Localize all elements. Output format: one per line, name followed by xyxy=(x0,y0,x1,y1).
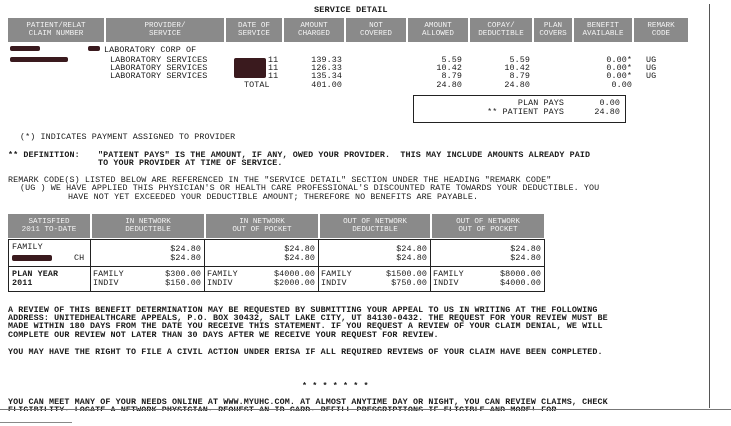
benefit-available: 0.00* xyxy=(606,55,632,65)
amount-allowed: 5.59 xyxy=(441,55,462,65)
remark-ug-line-2: HAVE NOT YET EXCEEDED YOUR DEDUCTIBLE AMOUNT; THEREFORE NO BENEFITS ARE PAYABLE. xyxy=(68,192,479,202)
accum-header-out-network-deductible: OUT OF NETWORK DEDUCTIBLE xyxy=(320,214,430,238)
header-not-covered: NOT COVERED xyxy=(346,18,406,42)
header-plan-covers: PLAN COVERS xyxy=(534,18,572,42)
total-charged: 401.00 xyxy=(311,80,342,90)
copay-deductible: 10.42 xyxy=(504,63,530,73)
benefit-available: 0.00* xyxy=(606,71,632,81)
header-remark-code: REMARK CODE xyxy=(634,18,688,42)
accum-family-value: $24.80 xyxy=(510,244,541,254)
page-corner-edge xyxy=(0,422,72,423)
accum-family-value: $24.80 xyxy=(170,244,201,254)
plan-family-word: FAMILY xyxy=(93,269,124,279)
remark-code: UG xyxy=(646,71,657,81)
redacted-provider-mark xyxy=(88,46,100,51)
remark-code: UG xyxy=(646,55,657,65)
service-name: LABORATORY SERVICES xyxy=(110,55,208,65)
appeal-line-4: COMPLETE OUR REVIEW NOT LATER THAN 30 DAYS AFTER WE RECEIVE YOUR REQUEST FOR REVIEW. xyxy=(8,330,439,340)
plan-indiv-limit: $150.00 xyxy=(165,278,201,288)
service-date: 11 xyxy=(268,55,279,65)
plan-indiv-word: INDIV xyxy=(207,278,233,288)
total-benefit: 0.00 xyxy=(611,80,632,90)
plan-pays-value: 0.00 xyxy=(599,98,620,108)
plan-indiv-word: INDIV xyxy=(433,278,459,288)
appeal-line-2: ADDRESS: UNITEDHEALTHCARE APPEALS, P.O. BOX 30432, SALT LAKE CITY, UT 84130-0432. THE REQUEST FOR YOUR REVIEW MUST BE xyxy=(8,313,608,323)
accum-member-value: $24.80 xyxy=(396,253,427,263)
total-allowed: 24.80 xyxy=(436,80,462,90)
amount-charged: 126.33 xyxy=(311,63,342,73)
benefit-available: 0.00* xyxy=(606,63,632,73)
copay-deductible: 8.79 xyxy=(509,71,530,81)
plan-indiv-limit: $4000.00 xyxy=(499,278,541,288)
accum-family-value: $24.80 xyxy=(284,244,315,254)
appeal-line-3: MADE WITHIN 180 DAYS FROM THE DATE YOU RECEIVE THIS STATEMENT. IF YOU REQUEST A REVIEW OF YOUR CLAIM DENIAL, WE WILL xyxy=(8,321,603,331)
header-benefit-available: BENEFIT AVAILABLE xyxy=(574,18,632,42)
accum-family-value: $24.80 xyxy=(396,244,427,254)
plan-indiv-word: INDIV xyxy=(321,278,347,288)
amount-allowed: 10.42 xyxy=(436,63,462,73)
accum-member-value: $24.80 xyxy=(284,253,315,263)
plan-pays-label: PLAN PAYS xyxy=(517,98,564,108)
plan-family-limit: $300.00 xyxy=(165,269,201,279)
header-copay-deductible: COPAY/ DEDUCTIBLE xyxy=(470,18,532,42)
redacted-patient-name xyxy=(10,46,40,51)
plan-year-value: 2011 xyxy=(12,278,33,288)
definition-line-1: "PATIENT PAYS" IS THE AMOUNT, IF ANY, OWED YOUR PROVIDER. THIS MAY INCLUDE AMOUNTS ALREADY PAID xyxy=(98,150,591,160)
copay-deductible: 5.59 xyxy=(509,55,530,65)
page-edge xyxy=(709,4,710,408)
header-amount-charged: AMOUNT CHARGED xyxy=(284,18,344,42)
service-name: LABORATORY SERVICES xyxy=(110,71,208,81)
page-title: SERVICE DETAIL xyxy=(314,5,388,15)
amount-charged: 139.33 xyxy=(311,55,342,65)
online-line-1: YOU CAN MEET MANY OF YOUR NEEDS ONLINE AT WWW.MYUHC.COM. AT ALMOST ANYTIME DAY OR NIGHT, YOU CAN REVIEW CLAIMS, CHECK xyxy=(8,397,608,407)
accum-member-suffix: CH xyxy=(74,253,85,263)
plan-family-word: FAMILY xyxy=(207,269,238,279)
plan-year-label: PLAN YEAR xyxy=(12,269,59,279)
plan-indiv-limit: $2000.00 xyxy=(273,278,315,288)
stars-divider: * * * * * * * xyxy=(302,381,369,391)
accum-header-out-network-oop: OUT OF NETWORK OUT OF POCKET xyxy=(432,214,544,238)
plan-family-word: FAMILY xyxy=(321,269,352,279)
header-provider-service: PROVIDER/ SERVICE xyxy=(106,18,224,42)
accum-header-in-network-oop: IN NETWORK OUT OF POCKET xyxy=(206,214,318,238)
redacted-claim-number xyxy=(10,57,68,62)
definition-line-2: TO YOUR PROVIDER AT TIME OF SERVICE. xyxy=(98,158,283,168)
plan-family-limit: $1500.00 xyxy=(385,269,427,279)
provider-name: LABORATORY CORP OF xyxy=(104,45,197,55)
plan-family-limit: $8000.00 xyxy=(499,269,541,279)
amount-charged: 135.34 xyxy=(311,71,342,81)
accum-member-value: $24.80 xyxy=(170,253,201,263)
header-amount-allowed: AMOUNT ALLOWED xyxy=(408,18,468,42)
accum-family-label: FAMILY xyxy=(12,242,43,252)
civil-action-note: YOU MAY HAVE THE RIGHT TO FILE A CIVIL ACTION UNDER ERISA IF ALL REQUIRED REVIEWS OF YOUR CLAIM HAVE BEEN COMPLETED. xyxy=(8,347,603,357)
plan-indiv-word: INDIV xyxy=(93,278,119,288)
redacted-member-name xyxy=(12,255,52,261)
accum-member-value: $24.80 xyxy=(510,253,541,263)
accum-header-satisfied: SATISFIED 2011 TO-DATE xyxy=(8,214,90,238)
definition-label: ** DEFINITION: xyxy=(8,150,80,160)
amount-allowed: 8.79 xyxy=(441,71,462,81)
service-name: LABORATORY SERVICES xyxy=(110,63,208,73)
plan-family-word: FAMILY xyxy=(433,269,464,279)
header-date-of-service: DATE OF SERVICE xyxy=(226,18,282,42)
remark-code: UG xyxy=(646,63,657,73)
service-date: 11 xyxy=(268,71,279,81)
plan-family-limit: $4000.00 xyxy=(273,269,315,279)
patient-pays-label: ** PATIENT PAYS xyxy=(487,107,564,117)
patient-pays-value: 24.80 xyxy=(594,107,620,117)
total-label: TOTAL xyxy=(244,80,270,90)
service-date: 11 xyxy=(268,63,279,73)
total-copay: 24.80 xyxy=(504,80,530,90)
accum-header-in-network-deductible: IN NETWORK DEDUCTIBLE xyxy=(92,214,204,238)
payment-assigned-note: (*) INDICATES PAYMENT ASSIGNED TO PROVIDER xyxy=(20,132,236,142)
redacted-service-dates xyxy=(234,58,266,78)
plan-indiv-limit: $750.00 xyxy=(391,278,427,288)
appeal-line-1: A REVIEW OF THIS BENEFIT DETERMINATION MAY BE REQUESTED BY SUBMITTING YOUR APPEAL TO US IN WRITING AT THE FOLLOWING xyxy=(8,305,598,315)
remark-ug-line-1: (UG ) WE HAVE APPLIED THIS PHYSICIAN'S OR HEALTH CARE PROFESSIONAL'S DISCOUNTED RATE TOWARDS YOUR DEDUCTIBLE. YOU xyxy=(20,183,600,193)
header-patient-claim: PATIENT/RELAT CLAIM NUMBER xyxy=(8,18,104,42)
page-bottom-edge xyxy=(0,409,731,410)
remark-intro: REMARK CODE(S) LISTED BELOW ARE REFERENCED IN THE "SERVICE DETAIL" SECTION UNDER THE HEADING "REMARK CODE" xyxy=(8,175,552,185)
